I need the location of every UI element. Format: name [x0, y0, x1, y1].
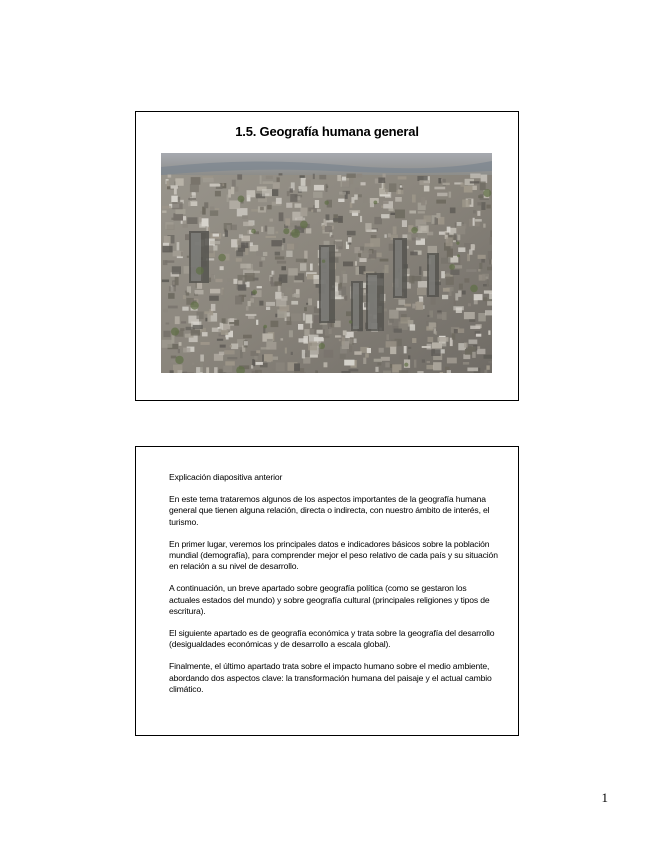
- notes-paragraph: En primer lugar, veremos los principales datos e indicadores básicos sobre la población mundial (demografía), para comprender mejor el peso relativo de cada país y su situación en relación a su nivel de desarrollo.: [169, 538, 498, 572]
- slide-title: 1.5. Geografía humana general: [235, 124, 419, 139]
- notes-text: [169, 472, 499, 706]
- notes-paragraph: En este tema trataremos algunos de los aspectos importantes de la geografía humana general que tienen alguna relación, directa o indirecta, con nuestro ámbito de interés, el turismo.: [169, 494, 490, 527]
- aerial-city-photo: [161, 153, 492, 373]
- slide-1: [135, 111, 519, 401]
- slide-2: [135, 446, 519, 736]
- notes-paragraph: Finalmente, el último apartado trata sobre el impacto humano sobre el medio ambiente, abordando dos aspectos clave: la transformación humana del paisaje y el actual cambio climático.: [169, 661, 492, 694]
- notes-heading: Explicación diapositiva anterior: [169, 472, 283, 482]
- notes-paragraph: El siguiente apartado es de geografía económica y trata sobre la geografía del desarrollo (desigualdades económicas y de desarrollo a escala global).: [169, 628, 495, 650]
- notes-paragraph: A continuación, un breve apartado sobre geografía política (como se gestaron los actuales estados del mundo) y sobre geografía cultural (principales religiones y tipos de escritura).: [169, 583, 490, 616]
- page-number: 1: [601, 790, 608, 805]
